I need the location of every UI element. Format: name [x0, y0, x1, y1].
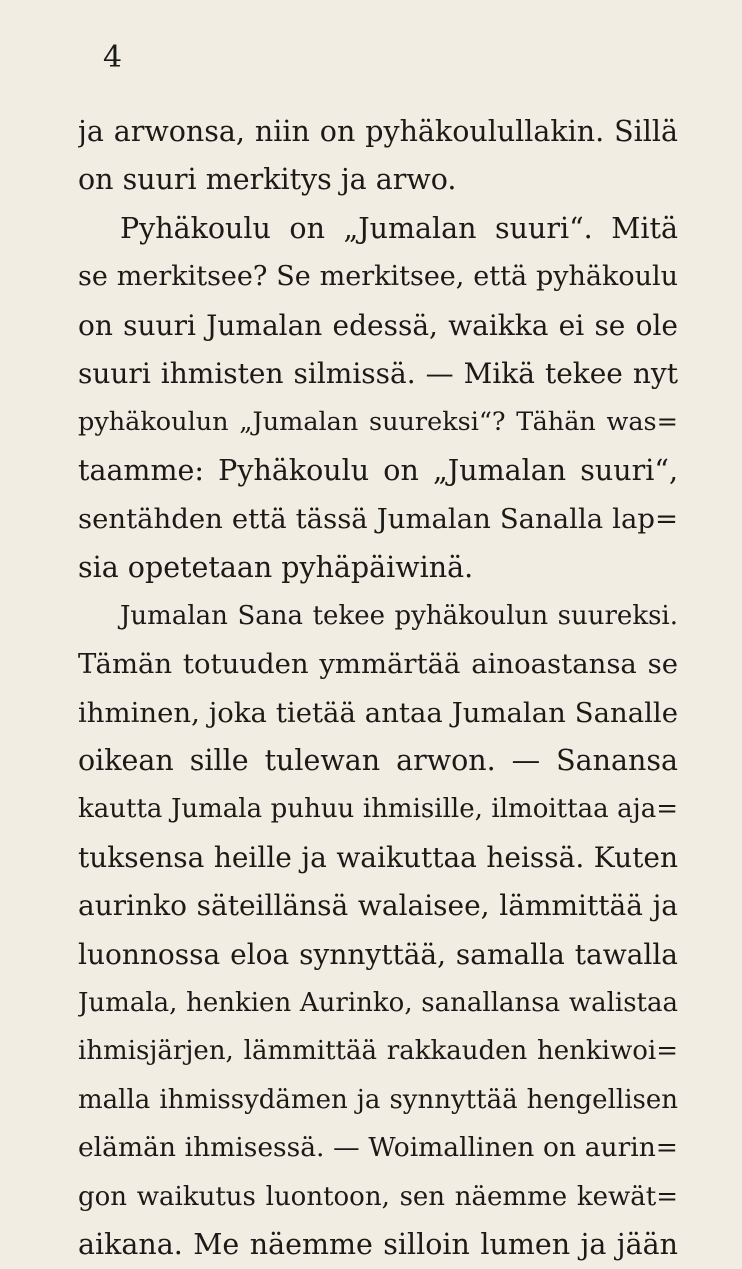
text-line-1: ja arwonsa, niin on pyhäkoulullakin. Sillä [78, 115, 678, 148]
text-line-9: sentähden että tässä Jumalan Sanalla lap= [78, 503, 678, 536]
body-text [78, 108, 678, 1269]
text-line-13: ihminen, joka tietää antaa Jumalan Sanalle [78, 696, 678, 729]
text-line-23: gon waikutus luontoon, sen näemme kewät= [78, 1181, 678, 1212]
text-line-14: oikean sille tulewan arwon. — Sanansa [78, 744, 678, 778]
text-line-18: luonnossa eloa synnyttää, samalla tawalla [78, 937, 678, 971]
text-line-19: Jumala, henkien Aurinko, sanallansa walistaa [78, 988, 678, 1019]
text-line-4: se merkitsee? Se merkitsee, että pyhäkoulu [78, 261, 678, 293]
text-line-16: tuksensa heille ja waikuttaa heissä. Kuten [78, 840, 678, 874]
text-line-15: kautta Jumala puhuu ihmisille, ilmoittaa aja= [78, 794, 678, 825]
text-line-8: taamme: Pyhäkoulu on „Jumalan suuri“, [78, 453, 678, 487]
text-line-11: Jumalan Sana tekee pyhäkoulun suureksi. [120, 600, 678, 631]
text-line-7: pyhäkoulun „Jumalan suureksi“? Tähän was= [78, 407, 678, 438]
text-line-6: suuri ihmisten silmissä. — Mikä tekee nyt [78, 356, 678, 390]
text-line-5: on suuri Jumalan edessä, waikka ei se ole [78, 308, 678, 342]
text-line-20: ihmisjärjen, lämmittää rakkauden henkiwoi= [78, 1036, 678, 1067]
text-line-3: Pyhäkoulu on „Jumalan suuri“. Mitä [120, 211, 678, 245]
text-line-12: Tämän totuuden ymmärtää ainoastansa se [78, 648, 678, 681]
text-line-21: malla ihmissydämen ja synnyttää hengellisen [78, 1084, 678, 1115]
text-line-17: aurinko säteillänsä walaisee, lämmittää ja [78, 889, 678, 923]
text-line-24: aikana. Me näemme silloin lumen ja jään [78, 1227, 678, 1261]
text-line-10: sia opetetaan pyhäpäiwinä. [78, 550, 474, 584]
page-number: 4 [103, 40, 123, 75]
text-line-2: on suuri merkitys ja arwo. [78, 163, 457, 197]
text-line-22: elämän ihmisessä. — Woimallinen on aurin= [78, 1132, 678, 1164]
